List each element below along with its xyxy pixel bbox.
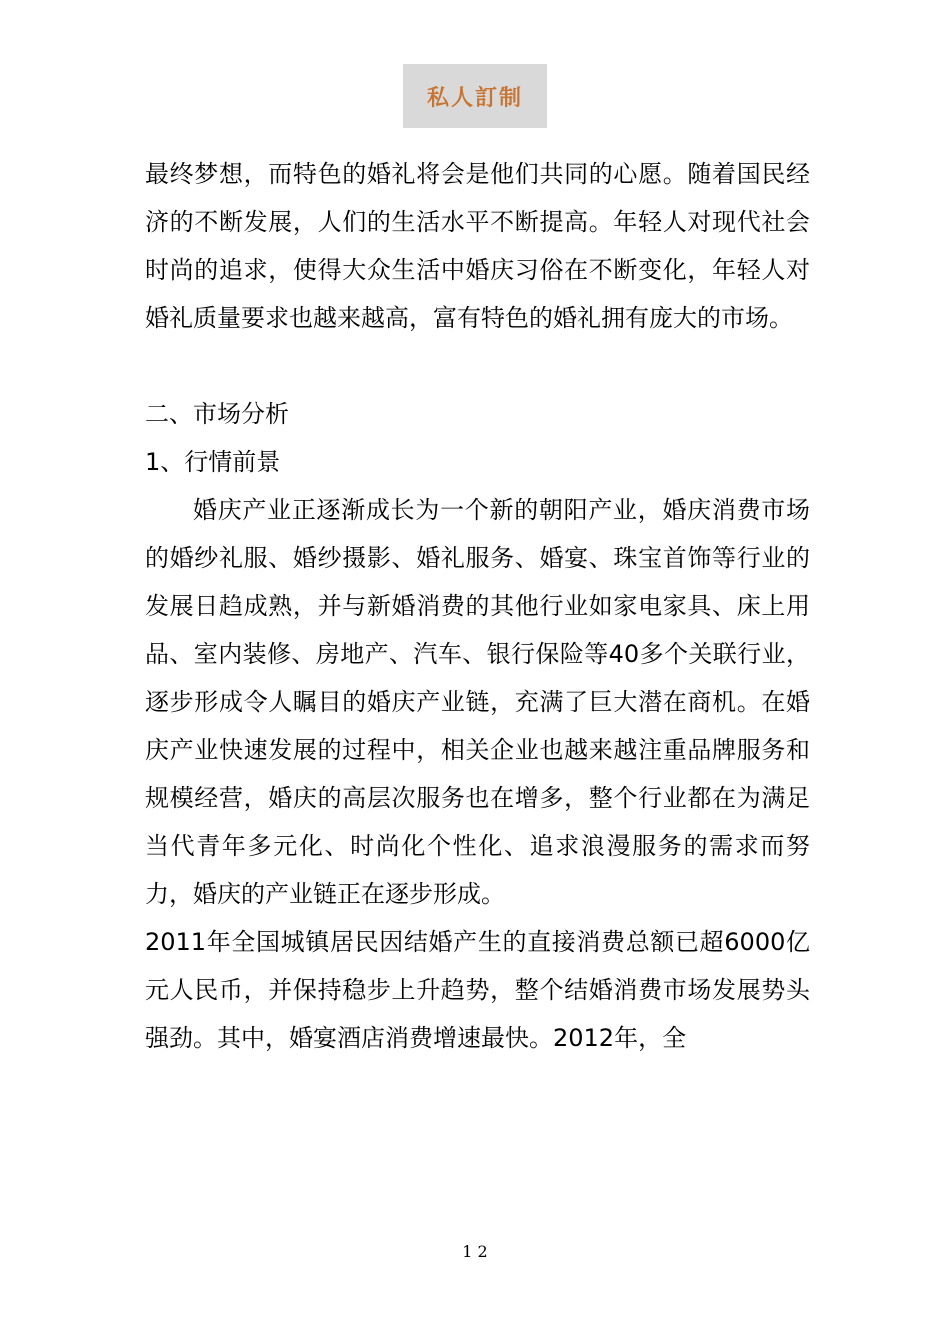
document-body	[145, 150, 810, 1062]
subsection-heading: 1、行情前景	[145, 448, 281, 476]
paragraph-2: 2011年全国城镇居民因结婚产生的直接消费总额已超6000亿元人民币，并保持稳步上升趋势，整个结婚消费市场发展势头强劲。其中，婚宴酒店消费增速最快。2012年，全	[145, 928, 810, 1052]
section-heading: 二、市场分析	[145, 400, 289, 428]
paragraph-1: 婚庆产业正逐渐成长为一个新的朝阳产业，婚庆消费市场的婚纱礼服、婚纱摄影、婚礼服务、婚宴、珠宝首饰等行业的发展日趋成熟，并与新婚消费的其他行业如家电家具、床上用品、室内装修、房地产、汽车、银行保险等40多个关联行业，逐步形成令人瞩目的婚庆产业链，充满了巨大潜在商机。在婚庆产业快速发展的过程中，相关企业也越来越注重品牌服务和规模经营，婚庆的高层次服务也在增多，整个行业都在为满足当代青年多元化、时尚化个性化、追求浪漫服务的需求而努力，婚庆的产业链正在逐步形成。	[145, 496, 810, 908]
page-number: 1 2	[462, 1242, 488, 1261]
spacer	[145, 342, 810, 390]
logo	[403, 64, 547, 128]
intro-paragraph: 最终梦想，而特色的婚礼将会是他们共同的心愿。随着国民经济的不断发展，人们的生活水平不断提高。年轻人对现代社会时尚的追求，使得大众生活中婚庆习俗在不断变化，年轻人对婚礼质量要求也越来越高，富有特色的婚礼拥有庞大的市场。	[145, 160, 810, 332]
logo-text: 私人訂制	[426, 84, 523, 111]
